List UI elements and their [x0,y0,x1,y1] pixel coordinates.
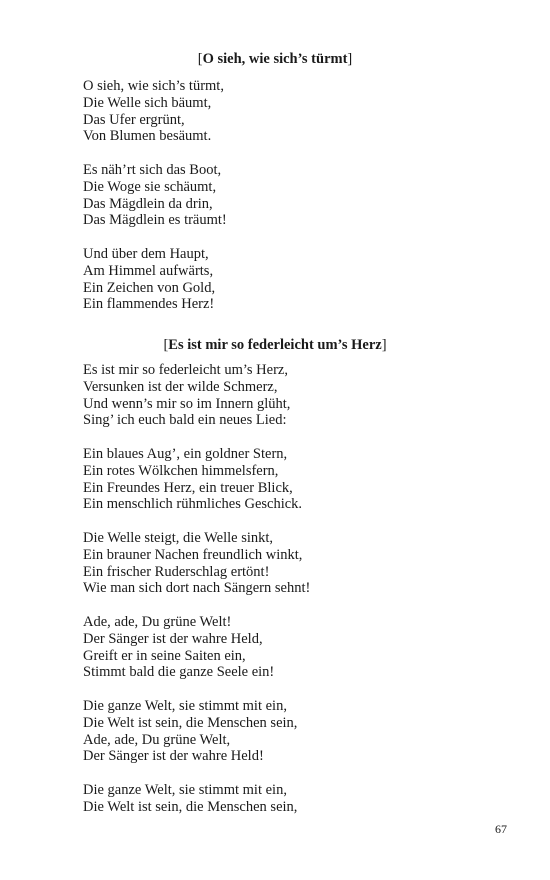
stanza [83,78,523,145]
verse-line: Sing’ ich euch bald ein neues Lied: [83,412,287,429]
poem-title [0,50,550,68]
poem-title-text: Es ist mir so federleicht um’s Herz [168,337,382,353]
verse-line: Es näh’rt sich das Boot, [83,161,222,178]
title-bracket-open: [ [197,51,203,67]
verse-line: Am Himmel aufwärts, [83,262,214,279]
verse-line: Ein blaues Aug’, ein goldner Stern, [83,445,288,462]
verse-line: Ein flammendes Herz! [83,296,215,313]
verse-line: Die ganze Welt, sie stimmt mit ein, [83,697,287,714]
verse-line: Die ganze Welt, sie stimmt mit ein, [83,781,287,798]
title-bracket-close: ] [347,51,353,67]
verse-line: Das Ufer ergrünt, [83,111,185,128]
verse-line: Ein rotes Wölkchen himmelsfern, [83,462,279,479]
verse-line: Die Welle sich bäumt, [83,94,212,111]
poem-body [83,362,523,816]
title-bracket-open: [ [163,337,169,353]
page-number: 67 [495,822,507,836]
stanza [83,246,523,313]
verse-line: Ade, ade, Du grüne Welt, [83,731,231,748]
stanza [83,446,523,513]
verse-line: Wie man sich dort nach Sängern sehnt! [83,580,311,597]
verse-line: Die Welt ist sein, die Menschen sein, [83,798,298,815]
verse-line: Von Blumen besäumt. [83,128,212,145]
verse-line: Der Sänger ist der wahre Held! [83,748,264,765]
verse-line: Stimmt bald die ganze Seele ein! [83,664,275,681]
stanza [83,698,523,765]
stanza [83,782,523,816]
verse-line: Die Woge sie schäumt, [83,178,217,195]
verse-line: Das Mägdlein es träumt! [83,212,227,229]
verse-line: Ein menschlich rühmliches Geschick. [83,496,303,513]
poem-title [0,336,550,354]
verse-line: Ein Freundes Herz, ein treuer Blick, [83,479,293,496]
stanza [83,530,523,597]
poem-body [83,78,523,313]
verse-line: Ade, ade, Du grüne Welt! [83,613,232,630]
stanza [83,614,523,681]
verse-line: Die Welt ist sein, die Menschen sein, [83,714,298,731]
stanza [83,162,523,229]
verse-line: Der Sänger ist der wahre Held, [83,630,263,647]
verse-line: Und wenn’s mir so im Innern glüht, [83,395,291,412]
verse-line: O sieh, wie sich’s türmt, [83,78,224,94]
verse-line: Und über dem Haupt, [83,245,209,262]
verse-line: Das Mägdlein da drin, [83,195,213,212]
verse-line: Versunken ist der wilde Schmerz, [83,378,278,395]
verse-line: Es ist mir so federleicht um’s Herz, [83,362,288,378]
verse-line: Die Welle steigt, die Welle sinkt, [83,529,274,546]
verse-line: Ein Zeichen von Gold, [83,279,216,296]
verse-line: Greift er in seine Saiten ein, [83,647,246,664]
poem-title-text: O sieh, wie sich’s türmt [202,51,348,67]
stanza [83,362,523,429]
verse-line: Ein frischer Ruderschlag ertönt! [83,563,270,580]
title-bracket-close: ] [381,337,387,353]
verse-line: Ein brauner Nachen freundlich winkt, [83,546,303,563]
